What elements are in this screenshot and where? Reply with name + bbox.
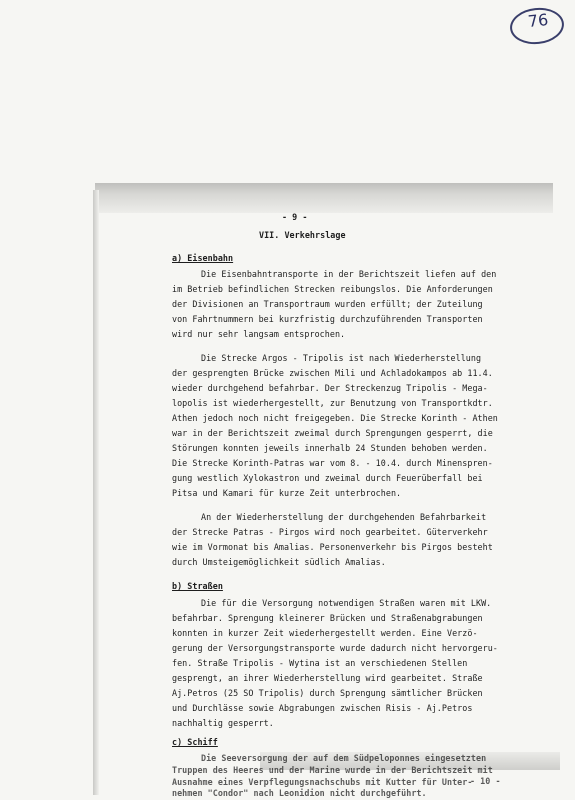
text-line: nehmen "Condor" nach Leonidion nicht durchgeführt.: [172, 788, 427, 798]
text-line: der Divisionen an Transportraum wurden erfüllt; der Zuteilung: [172, 299, 483, 309]
text-line: nachhaltig gesperrt.: [172, 718, 274, 728]
text-line: der gesprengten Brücke zwischen Mili und Achladokampos ab 11.4.: [172, 368, 493, 378]
text-line: konnten in kurzer Zeit wiederhergestellt werden. Eine Verzö-: [172, 628, 478, 638]
text-line: Die Strecke Korinth-Patras war vom 8. - 10.4. durch Minenspren-: [172, 458, 493, 468]
section-heading: VII. Verkehrslage: [259, 230, 346, 240]
text-line: Ausnahme eines Verpflegungsnachschubs mit Kutter für Unter-: [172, 777, 473, 787]
text-line: Die Eisenbahntransporte in der Berichtszeit liefen auf den: [201, 269, 497, 279]
text-line: wie im Vormonat bis Amalias. Personenverkehr bis Pirgos besteht: [172, 542, 493, 552]
text-line: der Strecke Patras - Pirgos wird noch gearbeitet. Güterverkehr: [172, 527, 488, 537]
text-line: fen. Straße Tripolis - Wytina ist an verschiedenen Stellen: [172, 658, 468, 668]
continuation-marker: - 10 -: [470, 776, 501, 786]
archive-number: 76: [526, 9, 550, 32]
text-line: Truppen des Heeres und der Marine wurde in der Berichtszeit mit: [172, 765, 493, 775]
subsection-title-schiff: c) Schiff: [172, 737, 218, 747]
text-line: Die Seeversorgung der auf dem Südpeloponnes eingesetzten: [201, 753, 487, 763]
copy-left-edge: [93, 190, 99, 795]
subsection-title-eisenbahn: a) Eisenbahn: [172, 253, 234, 263]
text-line: lopolis ist wiederhergestellt, zur Benutzung von Transportkdtr.: [172, 398, 493, 408]
text-line: durch Umsteigemöglichkeit südlich Amalias.: [172, 557, 386, 567]
text-line: von Fahrtnummern bei kurzfristig durchzuführenden Transporten: [172, 314, 483, 324]
page-number: - 9 -: [282, 212, 308, 222]
text-line: Athen jedoch noch nicht freigegeben. Die Strecke Korinth - Athen: [172, 413, 498, 423]
text-line: wieder durchgehend befahrbar. Der Streckenzug Tripolis - Mega-: [172, 383, 488, 393]
text-line: Die Strecke Argos - Tripolis ist nach Wiederherstellung: [201, 353, 482, 363]
subsection-title-strassen: b) Straßen: [172, 581, 223, 591]
text-line: Pitsa und Kamari für kurze Zeit unterbrochen.: [172, 488, 402, 498]
copy-shadow-band: [95, 183, 553, 213]
text-line: wird nur sehr langsam entsprochen.: [172, 329, 346, 339]
text-line: befahrbar. Sprengung kleinerer Brücken und Straßenabgrabungen: [172, 613, 483, 623]
text-line: Störungen konnten jeweils innerhalb 24 Stunden behoben werden.: [172, 443, 488, 453]
text-line: war in der Berichtszeit zweimal durch Sprengungen gesperrt, die: [172, 428, 493, 438]
text-line: gung westlich Xylokastron und zweimal durch Feuerüberfall bei: [172, 473, 483, 483]
text-line: An der Wiederherstellung der durchgehenden Befahrbarkeit: [201, 512, 487, 522]
text-line: im Betrieb befindlichen Strecken reibungslos. Die Anforderungen: [172, 284, 493, 294]
text-line: Die für die Versorgung notwendigen Straßen waren mit LKW.: [201, 598, 492, 608]
text-line: und Durchlässe sowie Abgrabungen zwischen Risis - Aj.Petros: [172, 703, 473, 713]
text-line: gerung der Versorgungstransporte wurde dadurch nicht hervorgeru-: [172, 643, 498, 653]
text-line: Aj.Petros (25 SO Tripolis) durch Sprengung sämtlicher Brücken: [172, 688, 483, 698]
text-line: gesprengt, an ihrer Wiederherstellung wird gearbeitet. Straße: [172, 673, 483, 683]
